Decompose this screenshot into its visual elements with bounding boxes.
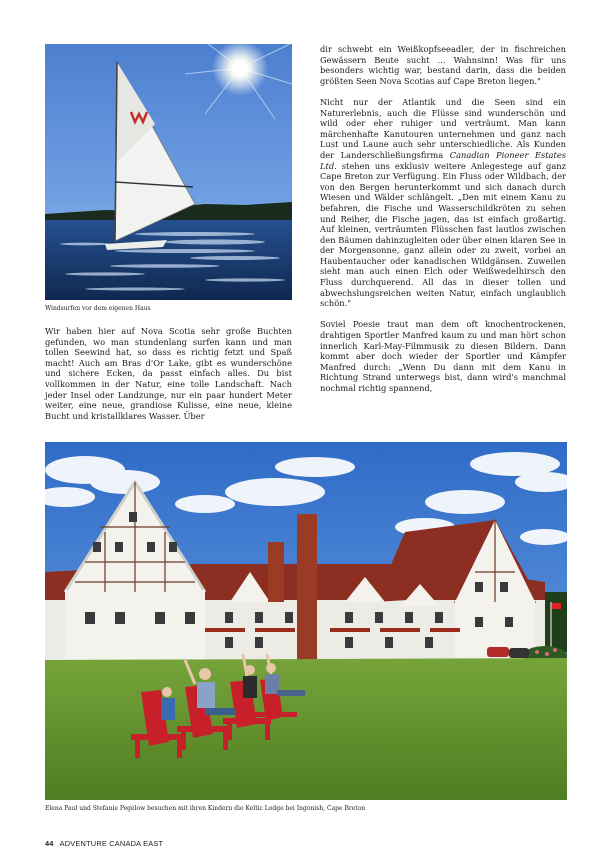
right-column: [320, 44, 566, 394]
body-paragraph: Nicht nur der Atlantik und die Seen sind ein Naturerlebnis, auch die Flüsse sind wunderschön und wild oder eher ruhiger und verträumt. Man kann märchenhafte Kanutouren unternehmen und ganz nach Lust und Laune auch sehr unterschiedliche. Als Kunden der Landerschließungsfirma Canadian Pioneer Estates Ltd. stehen uns exklusiv weitere Anlegestege auf ganz Cape Breton zur Verfügung. Ein Fluss oder Wildbach, der von den Bergen herunterkommt und sich danach durch Wiesen und Wälder schlängelt. „Den mit einem Kanu zu befahren, die Fische und Wasserschildkröten zu sehen und Reiher, die Fische jagen, das ist einfach großartig. Auf kleinen, verträumten Flüsschen fast lautlos zwischen den Bäumen dahinzugleiten oder über einen klaren See in der Morgensonne, ganz allein oder zu zweit, vorbei an Haubentaucher oder kanadischen Wildgänsen. Zuweilen sieht man auch einen Elch oder Weißwedelhirsch den Fluss durchquerend. All das in dieser tollen und abwechslungsreichen weiten Natur, einfach unglaublich schön.": [320, 96, 567, 309]
body-paragraph: dir schwebt ein Weißkopfseeadler, der in fischreichen Gewässern Beute sucht … Wahnsinn! Was für uns besonders wichtig war, bestand darin, dass die beiden größten Seen Nova Scotias auf Cape Breton liegen.": [320, 44, 566, 86]
top-photo-caption: Windsurfen vor dem eigenen Haus: [45, 305, 151, 312]
body-paragraph: Wir haben hier auf Nova Scotia sehr große Buchten gefunden, wo man stundenlang surfen kann und man tollen Seewind hat, so dass es richtig fetzt und Spaß macht! Auch am Bras d'Or Lake, gibt es wunderschöne und sichere Ecken, da passt einfach alles. Du bist vollkommen in der Natur, eine tolle Landschaft. Nach jeder Insel oder Landzunge, nur ein paar hundert Meter weiter, eine neue, grandiose Kulisse, eine neue, kleine Bucht und kristallklares Wasser. Über: [45, 326, 292, 421]
body-paragraph: Soviel Poesie traut man dem oft knochentrockenen, drahtigen Sportler Manfred kaum zu und man hört schon innerlich Karl-May-Filmmusik zu diesen Bildern. Dann kommt aber doch wieder der Sportler und Kämpfer Manfred durch: „Wenn Du dann mit dem Kanu in Richtung Strand unterwegs bist, dann wird's manchmal nochmal richtig spannend,: [320, 319, 566, 393]
page-footer: [45, 839, 445, 848]
windsurf-photo: [45, 44, 292, 300]
page-number: 44: [45, 839, 54, 848]
lodge-photo-icon: [45, 442, 567, 800]
lodge-photo: [45, 442, 567, 800]
windsurfer-photo-icon: [45, 44, 292, 300]
company-name: Canadian Pioneer Estates Ltd.: [320, 149, 567, 171]
bottom-photo-caption: Elena Paul und Stefanie Pegelow besuchen mit ihren Kindern die Keltic Lodge bei Ingonish, Cape Breton: [45, 805, 366, 812]
magazine-title: ADVENTURE CANADA EAST: [59, 839, 164, 848]
left-column: [45, 326, 292, 421]
